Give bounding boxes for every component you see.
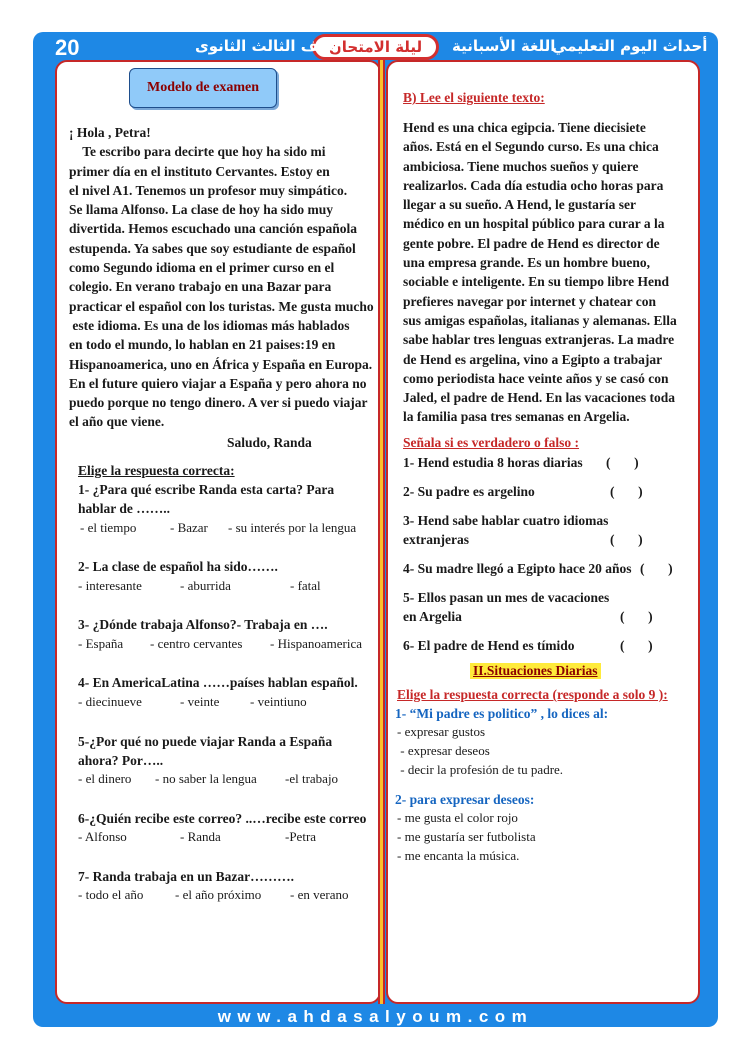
letter-line: Hispanoamerica, uno en África y España en Europa. xyxy=(69,356,373,372)
option[interactable]: - el año próximo xyxy=(175,887,262,902)
letter-line: este idioma. Es una de los idiomas más hablados xyxy=(69,317,350,333)
letter-line: en todo el mundo, lo hablan en 21 paises:19 en xyxy=(69,337,336,353)
letter-line: estupenda. Ya sabes que soy estudiante de español xyxy=(69,240,356,256)
option[interactable]: - diecinueve xyxy=(78,694,142,709)
option[interactable]: - expresar deseos xyxy=(397,743,490,758)
footer-url: www.ahdasalyoum.com xyxy=(217,1007,534,1026)
option[interactable]: - Randa xyxy=(180,829,221,844)
reading-line: sus amigas españolas, italianas y alemanas. Ella xyxy=(403,312,677,328)
reading-line: sabe hablar tres lenguas extranjeras. La madre xyxy=(403,332,675,348)
exam-title-pill: ليلة الامتحان xyxy=(312,34,439,60)
letter-line: practicar el español con los turistas. Me gusta mucho xyxy=(69,298,374,314)
reading-line: realizarlos. Cada día estudia ocho horas para xyxy=(403,177,664,193)
option[interactable]: -Petra xyxy=(285,829,317,844)
tf-item: 6- El padre de Hend es tímido xyxy=(403,638,575,653)
reading-line: prefieres navegar por internet y chatear con xyxy=(403,293,656,309)
letter-line: el año que viene. xyxy=(69,414,165,430)
option[interactable]: - Bazar xyxy=(170,520,208,535)
letter-line: el nivel A1. Tenemos un profesor muy simpático. xyxy=(69,182,348,198)
question-5 xyxy=(78,732,332,771)
tf-item xyxy=(403,588,609,627)
option[interactable]: - el dinero xyxy=(78,771,132,786)
question-3: 3- ¿Dónde trabaja Alfonso?- Trabaja en …. xyxy=(78,617,328,632)
left-instruction: Elige la respuesta correcta: xyxy=(78,463,235,478)
letter-text xyxy=(69,123,374,432)
situation-question-2: 2- para expresar deseos: xyxy=(395,792,535,807)
tf-item: 4- Su madre llegó a Egipto hace 20 años xyxy=(403,561,632,576)
reading-line: ambiciosa. Tiene muchos sueños y quiere xyxy=(403,158,639,174)
letter-line: En el future quiero viajar a España y pero ahora no xyxy=(69,375,367,391)
option[interactable]: - me gusta el color rojo xyxy=(397,810,518,825)
option[interactable]: - veinte xyxy=(180,694,220,709)
tf-item-line: 3- Hend sabe hablar cuatro idiomas xyxy=(403,513,609,528)
subject-title: اللغة الأسبانية xyxy=(452,37,556,55)
option[interactable]: -el trabajo xyxy=(285,771,339,786)
option[interactable]: - interesante xyxy=(78,578,142,593)
tf-answer-box[interactable]: ( ) xyxy=(620,609,653,624)
letter-line: puedo porque no tengo dinero. A ver si puedo viajar xyxy=(69,395,368,411)
question-line: 1- ¿Para qué escribe Randa esta carta? Para xyxy=(78,482,335,497)
option[interactable]: - su interés por la lengua xyxy=(228,520,357,535)
option[interactable]: - en verano xyxy=(290,887,349,902)
column-divider xyxy=(378,60,385,1004)
tf-answer-box[interactable]: ( ) xyxy=(620,638,653,653)
reading-line: de Hend es argelina, vino a Egipto a trabajar xyxy=(403,351,663,367)
tf-answer-box[interactable]: ( ) xyxy=(606,455,639,470)
section-ii-instruction: Elige la respuesta correcta (responde a solo 9 ): xyxy=(397,687,668,702)
letter-line: colegio. En verano trabajo en una Bazar para xyxy=(69,279,332,295)
section-b-title: B) Lee el siguiente texto: xyxy=(403,90,545,105)
reading-line: llegar a su sueño. A Hend, le gustaría ser xyxy=(403,197,637,213)
option[interactable]: - fatal xyxy=(290,578,321,593)
reading-line: años. Está en el Segundo curso. Es una chica xyxy=(403,139,659,155)
question-line: hablar de …….. xyxy=(78,501,171,517)
letter-line: ¡ Hola , Petra! xyxy=(69,125,151,140)
option[interactable]: - no saber la lengua xyxy=(155,771,257,786)
option[interactable]: - Hispanoamerica xyxy=(270,636,363,651)
section-ii-title: II.Situaciones Diarias xyxy=(470,663,601,679)
tf-item: 2- Su padre es argelino xyxy=(403,484,535,499)
letter-line: como Segundo idioma en el primer curso en el xyxy=(69,260,335,276)
option[interactable]: - centro cervantes xyxy=(150,636,243,651)
reading-line: la familia pasa tres semanas en Argelia. xyxy=(403,409,630,425)
question-2: 2- La clase de español ha sido……. xyxy=(78,559,278,574)
grade-title: الصف الثالث الثانوى xyxy=(195,37,345,55)
question-line: 5-¿Por qué no puede viajar Randa a España xyxy=(78,734,333,749)
letter-line: primer día en el instituto Cervantes. Estoy en xyxy=(69,163,330,179)
situation-question-1: 1- “Mi padre es politico” , lo dices al: xyxy=(395,706,609,721)
tf-answer-box[interactable]: ( ) xyxy=(610,484,643,499)
option[interactable]: - me gustaría ser futbolista xyxy=(397,829,536,844)
option[interactable]: - todo el año xyxy=(78,887,144,902)
question-7: 7- Randa trabaja en un Bazar………. xyxy=(78,869,295,884)
option[interactable]: - veintiuno xyxy=(250,694,307,709)
question-line: ahora? Por….. xyxy=(78,753,164,769)
option[interactable]: - decir la profesión de tu padre. xyxy=(397,762,564,777)
option[interactable]: - el tiempo xyxy=(80,520,137,535)
option[interactable]: - España xyxy=(78,636,124,651)
reading-line: gente pobre. El padre de Hend es director de xyxy=(403,235,660,251)
tf-item-line: extranjeras xyxy=(403,532,469,548)
reading-line: Hend es una chica egipcia. Tiene diecisiete xyxy=(403,120,646,135)
option[interactable]: - expresar gustos xyxy=(397,724,486,739)
tf-answer-box[interactable]: ( ) xyxy=(610,532,643,547)
letter-line: Se llama Alfonso. La clase de hoy ha sido muy xyxy=(69,202,334,218)
tf-item xyxy=(403,511,608,550)
option[interactable]: - me encanta la música. xyxy=(397,848,520,863)
reading-line: una empresa grande. Es un hombre bueno, xyxy=(403,255,651,271)
brand-title: أحداث اليوم التعليمي xyxy=(552,37,708,55)
letter-line: Te escribo para decirte que hoy ha sido mi xyxy=(69,144,326,160)
tf-answer-box[interactable]: ( ) xyxy=(640,561,673,576)
tf-item-line: en Argelia xyxy=(403,609,462,625)
reading-line: médico en un hospital público para curar a la xyxy=(403,216,665,232)
tf-instruction: Señala si es verdadero o falso : xyxy=(403,435,579,450)
reading-line: como periodista hace veinte años y se casó con xyxy=(403,370,669,386)
page-number: 20 xyxy=(55,35,80,60)
question-4: 4- En AmericaLatina ……países hablan español. xyxy=(78,675,358,690)
reading-line: sociable e inteligente. En su tiempo libre Hend xyxy=(403,274,669,290)
reading-text xyxy=(403,118,677,427)
tf-item-line: 5- Ellos pasan un mes de vacaciones xyxy=(403,590,610,605)
tf-item: 1- Hend estudia 8 horas diarias xyxy=(403,455,583,470)
option[interactable]: - Alfonso xyxy=(78,829,127,844)
question-6: 6-¿Quién recibe este correo? ..…recibe este correo xyxy=(78,811,367,826)
letter-signature: Saludo, Randa xyxy=(227,435,312,450)
reading-line: Jaled, el padre de Hend. En las vacaciones toda xyxy=(403,390,676,406)
option[interactable]: - aburrida xyxy=(180,578,231,593)
question-1 xyxy=(78,480,334,519)
exam-model-badge: Modelo de examen xyxy=(129,68,277,108)
letter-line: divertida. Hemos escuchado una canción española xyxy=(69,221,358,237)
